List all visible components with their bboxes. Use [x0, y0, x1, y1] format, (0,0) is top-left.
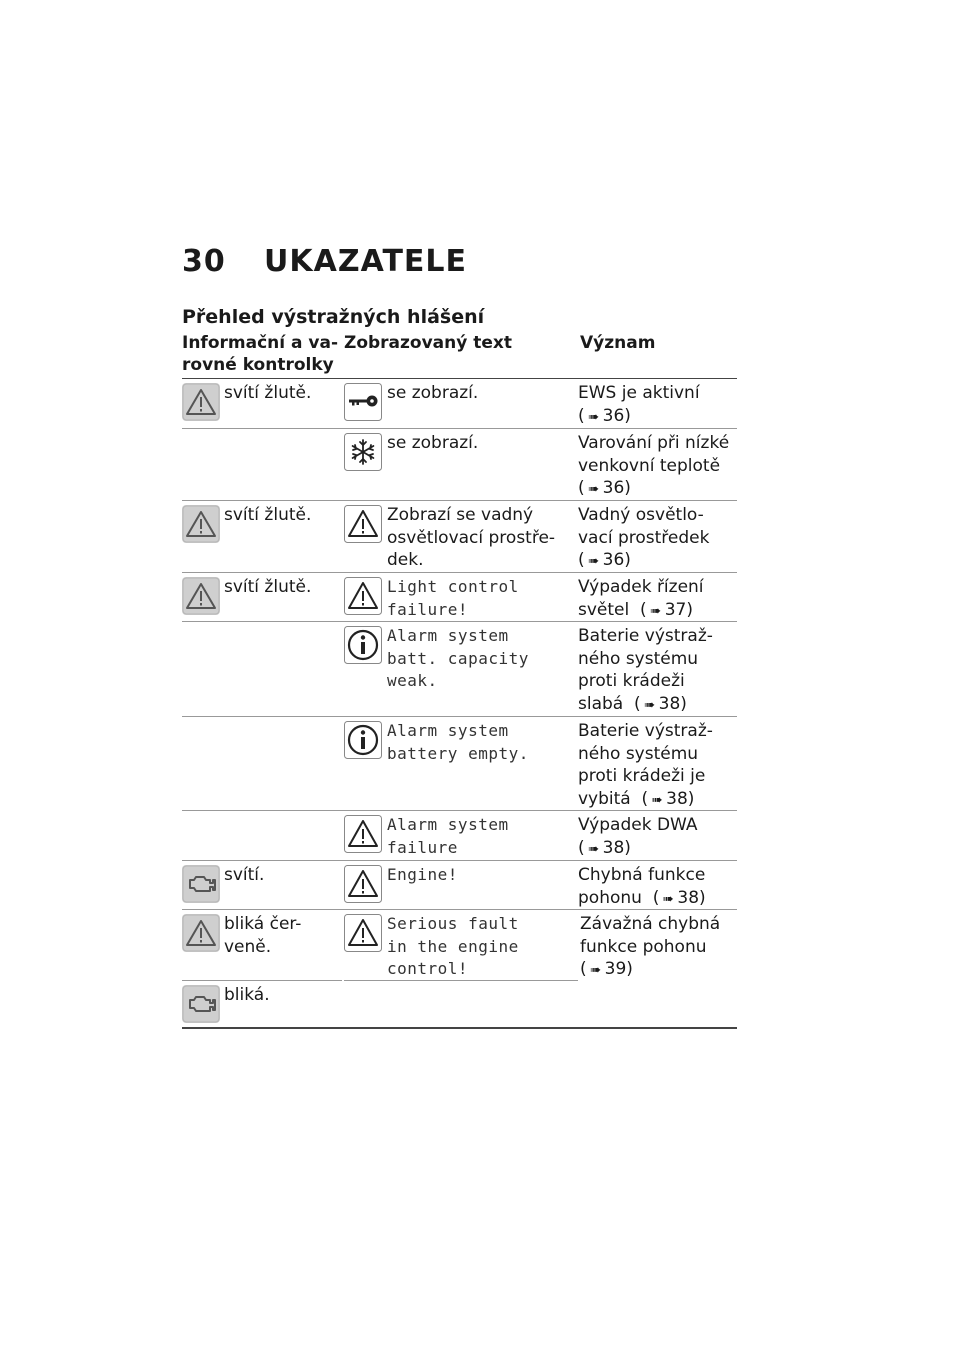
page-reference: 38) [666, 788, 695, 809]
page-reference: 37) [664, 599, 693, 620]
page-reference: ( ➠ 36) [578, 549, 737, 574]
lamp-state: svítí žlutě. [224, 505, 312, 525]
display-text: se zobrazí. [387, 433, 479, 453]
engine-icon [182, 985, 220, 1023]
arrow-right-icon: ➠ [651, 792, 663, 808]
arrow-right-icon: ➠ [588, 554, 600, 569]
page-reference: ( ➠ 38) [578, 837, 737, 862]
page-reference: ( ➠ 39) [580, 958, 739, 983]
table-header [182, 332, 737, 379]
column-header-display-text: Zobrazovaný text [344, 333, 513, 353]
warning-triangle-icon [344, 865, 382, 903]
page-header [182, 244, 467, 279]
arrow-right-icon: ➠ [662, 891, 674, 907]
warning-triangle-icon [182, 577, 220, 615]
snowflake-icon [344, 433, 382, 471]
chapter-title: UKAZATELE [264, 244, 468, 279]
lamp-state: svítí. [224, 865, 265, 885]
warning-triangle-icon [182, 505, 220, 543]
table-row: svítí žlutě. se zobrazí. EWS je aktivní ( ➠ 36) [182, 379, 737, 429]
engine-icon [182, 865, 220, 903]
display-text: se zobrazí. [387, 383, 479, 403]
table-row: bliká čer- veně. bliká. Serious fault in the engine control! Závažná chybná funkce pohonu ( ➠ 39) [182, 910, 737, 1029]
arrow-right-icon: ➠ [644, 697, 656, 713]
arrow-right-icon: ➠ [588, 841, 600, 857]
section-title: Přehled výstražných hlášení [182, 306, 485, 328]
table-row: Alarm system failure Výpadek DWA ( ➠ 38) [182, 811, 737, 861]
arrow-right-icon: ➠ [650, 603, 662, 619]
warning-triangle-icon [344, 815, 382, 853]
table-row: Alarm system battery empty. Baterie výstraž- ného systému proti krádeži je vybitá ( ➠ 38) [182, 717, 737, 811]
page-reference: 38) [658, 693, 687, 714]
lamp-state: bliká čer- veně. [224, 914, 302, 957]
arrow-right-icon: ➠ [588, 409, 600, 425]
arrow-right-icon: ➠ [590, 963, 602, 978]
page-reference: 38) [677, 887, 706, 908]
column-header-indicator-lamps: Informační a va- rovné kontrolky [182, 333, 338, 375]
lamp-state: svítí žlutě. [224, 577, 312, 597]
warning-messages-table [182, 332, 737, 1029]
lamp-state: bliká. [224, 985, 270, 1005]
warning-triangle-icon [182, 383, 220, 421]
warning-triangle-icon [344, 505, 382, 543]
table-row: svítí. Engine! Chybná funkce pohonu ( ➠ 38) [182, 861, 737, 910]
lamp-state: svítí žlutě. [224, 383, 312, 403]
key-icon [344, 383, 382, 421]
table-row: Alarm system batt. capacity weak. Baterie výstraž- ného systému proti krádeži slabá ( ➠ 38) [182, 622, 737, 717]
warning-triangle-icon [182, 914, 220, 952]
page-reference: ( ➠ 36) [578, 477, 737, 502]
table-row: svítí žlutě. Light control failure! Výpadek řízení světel ( ➠ 37) [182, 573, 737, 622]
page-reference: ( ➠ 36) [578, 405, 737, 430]
warning-triangle-icon [344, 914, 382, 952]
column-header-meaning: Význam [580, 333, 656, 353]
page-number: 30 [182, 244, 226, 279]
table-row: se zobrazí. Varování při nízké venkovní teplotě ( ➠ 36) [182, 429, 737, 501]
arrow-right-icon: ➠ [588, 482, 600, 497]
table-row: svítí žlutě. Zobrazí se vadný osvětlovací prostře- dek. Vadný osvětlo- vací prostředek ( ➠ 36) [182, 501, 737, 573]
info-icon [344, 626, 382, 664]
info-icon [344, 721, 382, 759]
warning-triangle-icon [344, 577, 382, 615]
